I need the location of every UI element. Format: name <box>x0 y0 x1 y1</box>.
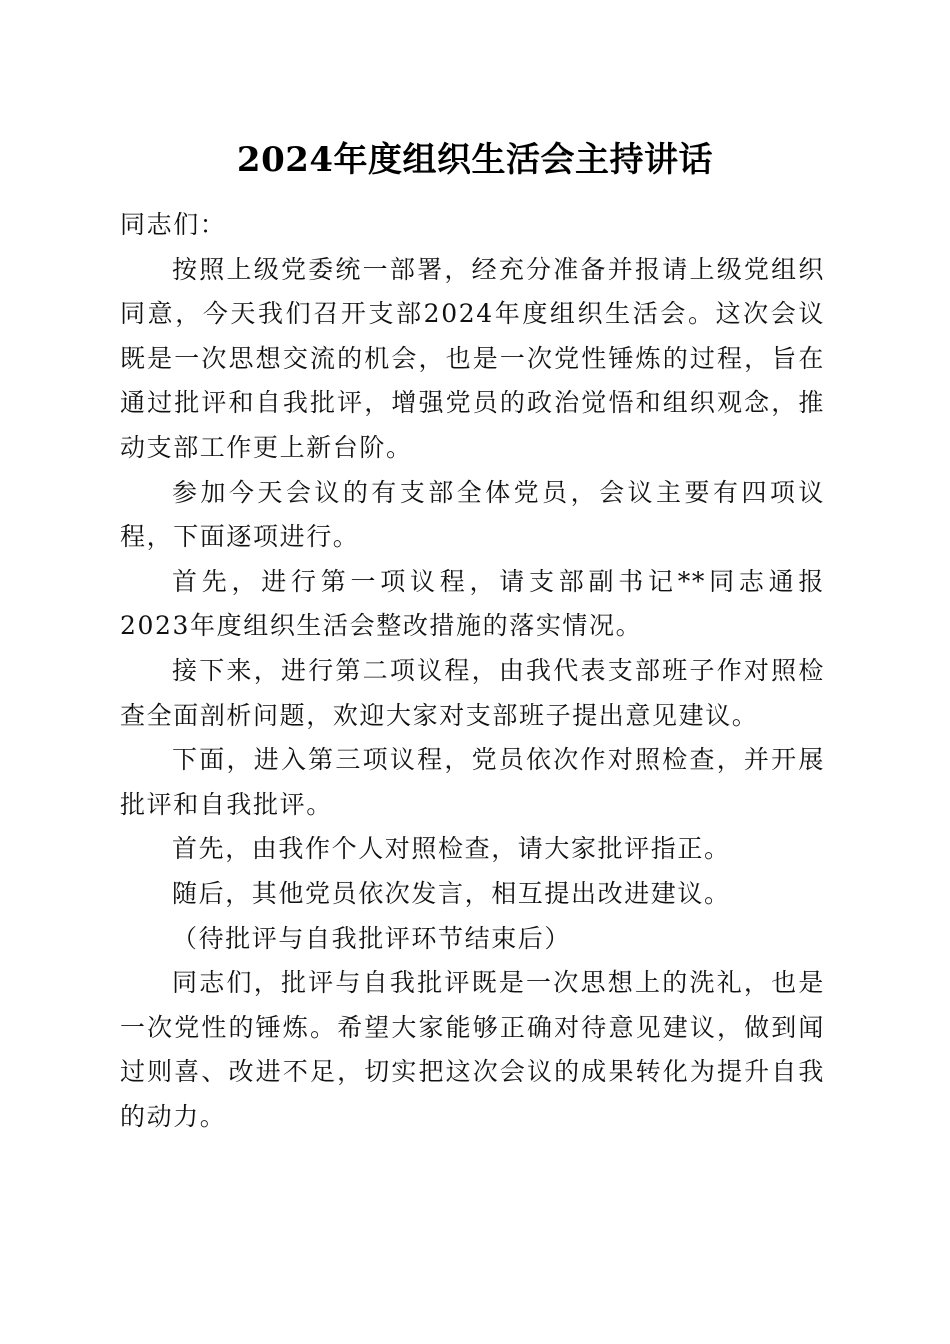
paragraph: 接下来，进行第二项议程，由我代表支部班子作对照检查全面剖析问题，欢迎大家对支部班子提出意见建议。 <box>120 655 825 730</box>
paragraph: 首先，由我作个人对照检查，请大家批评指正。 <box>172 834 731 864</box>
paragraph: 首先，进行第一项议程，请支部副书记**同志通报2023年度组织生活会整改措施的落实情况。 <box>120 566 825 641</box>
salutation: 同志们： <box>120 210 227 239</box>
paragraph: 下面，进入第三项议程，党员依次作对照检查，并开展批评和自我批评。 <box>120 745 825 819</box>
paragraph: 同志们，批评与自我批评既是一次思想上的洗礼，也是一次党性的锤炼。希望大家能够正确对待意见建议，做到闻过则喜、改进不足，切实把这次会议的成果转化为提升自我的动力。 <box>120 968 825 1131</box>
paragraph: 随后，其他党员依次发言，相互提出改进建议。 <box>172 878 731 908</box>
paragraph: 按照上级党委统一部署，经充分准备并报请上级党组织同意，今天我们召开支部2024年度组织生活会。这次会议既是一次思想交流的机会，也是一次党性锤炼的过程，旨在通过批评和自我批评，增强党员的政治觉悟和组织观念，推动支部工作更上新台阶。 <box>120 254 825 462</box>
document-title: 2024年度组织生活会主持讲话 <box>236 140 714 180</box>
paragraph: （待批评与自我批评环节结束后） <box>172 923 572 953</box>
document-body <box>120 203 825 1139</box>
paragraph: 参加今天会议的有支部全体党员，会议主要有四项议程，下面逐项进行。 <box>120 477 825 552</box>
